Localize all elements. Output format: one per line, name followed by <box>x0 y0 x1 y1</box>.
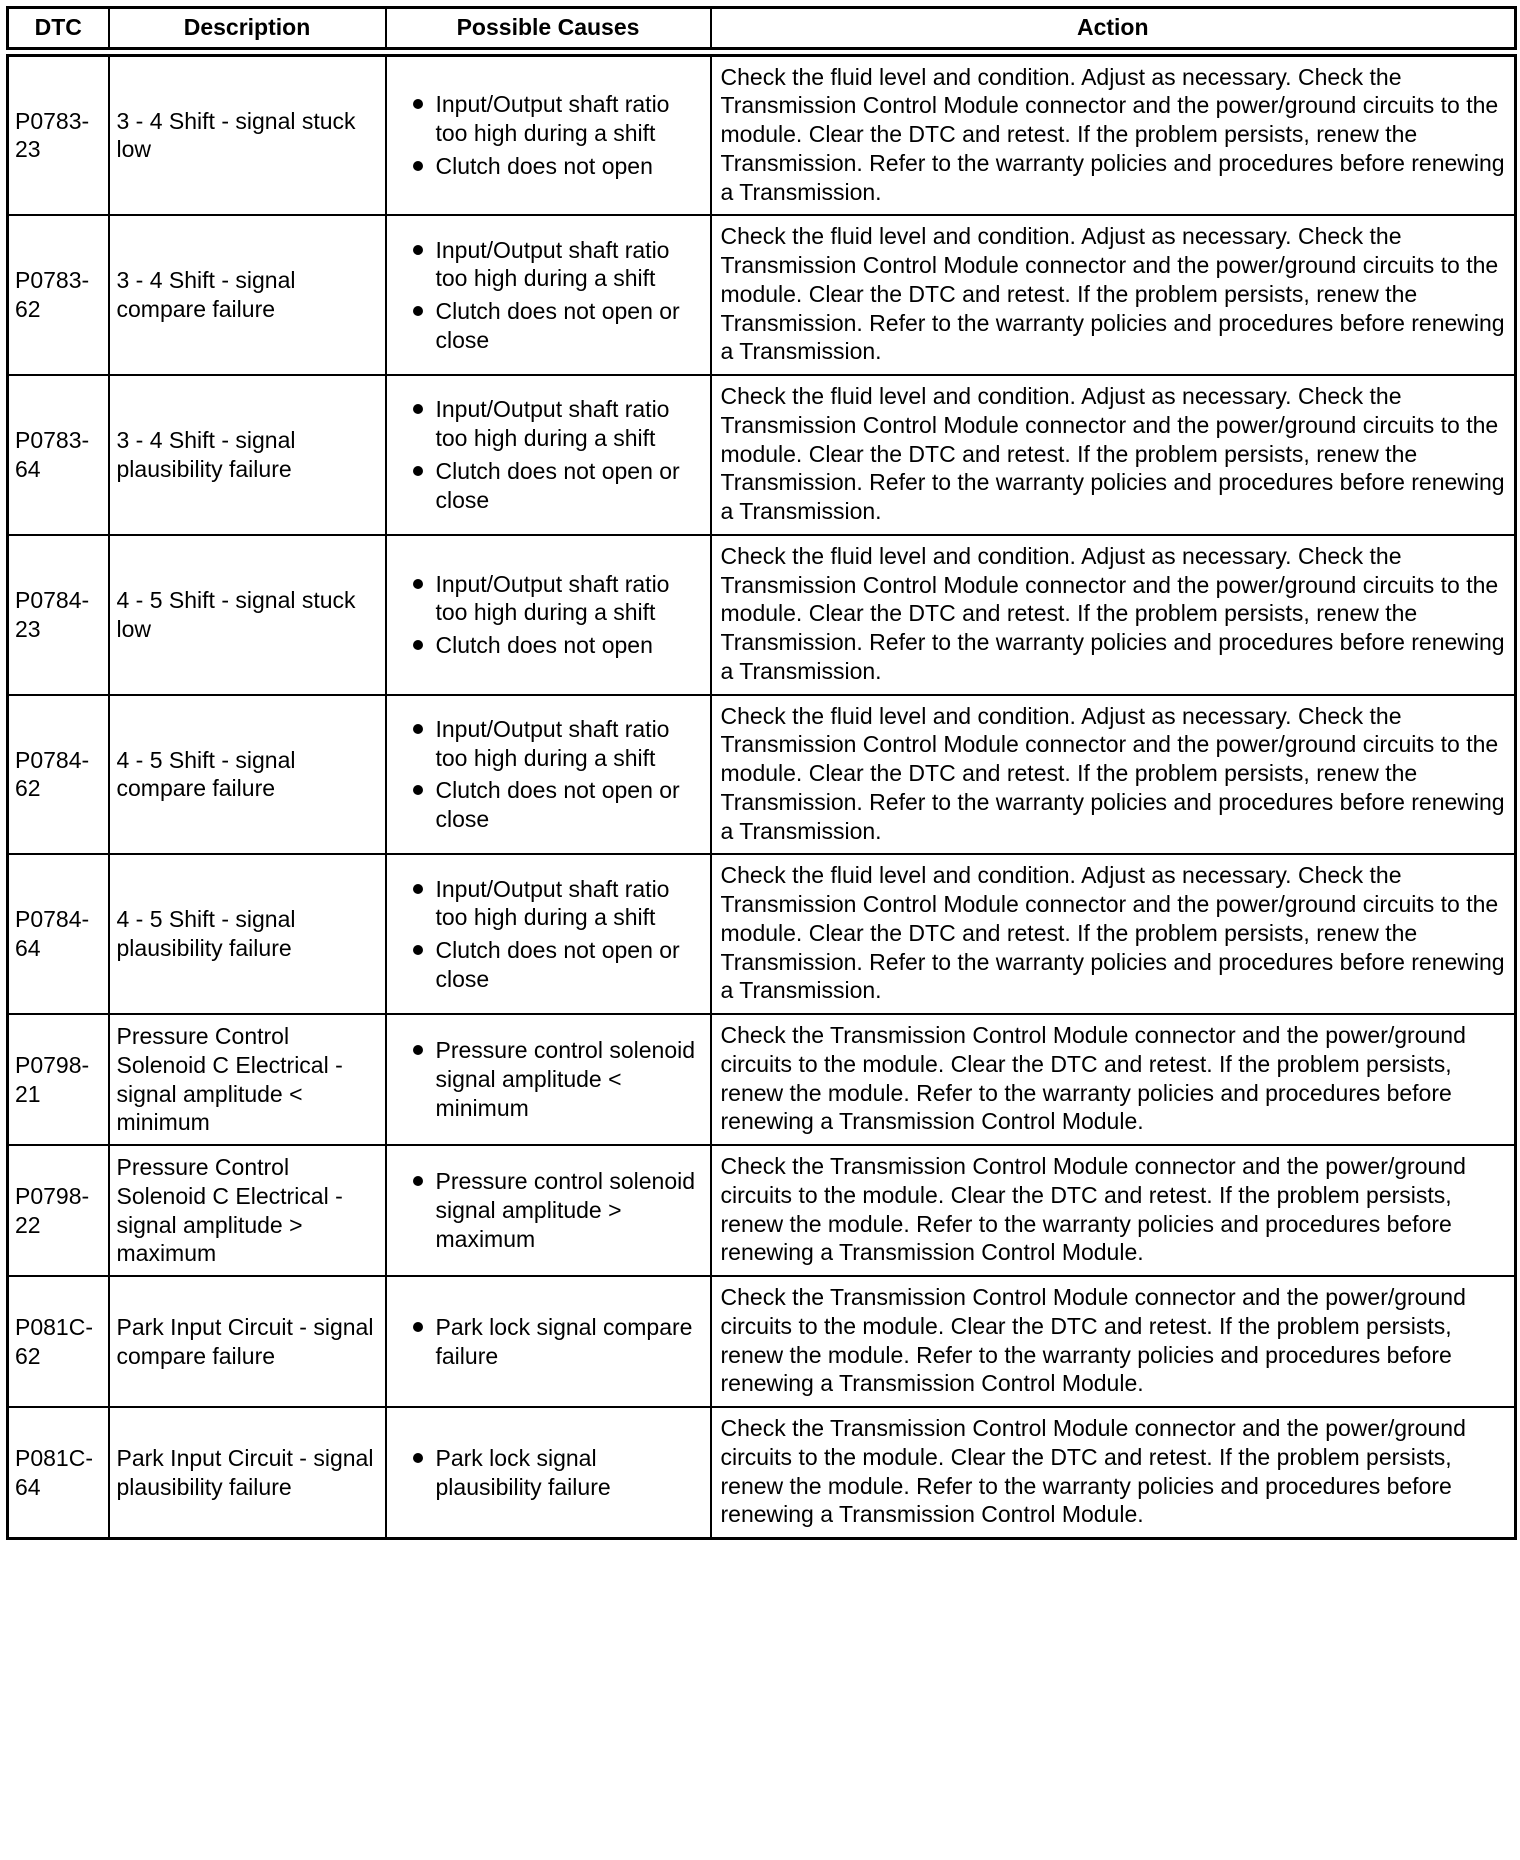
dtc-cell: P0784-64 <box>8 854 109 1014</box>
description-cell: Pressure Control Solenoid C Electrical - signal amplitude < minimum <box>109 1014 386 1145</box>
dtc-cell: P0783-64 <box>8 375 109 535</box>
action-cell: Check the fluid level and condition. Adjust as necessary. Check the Transmission Control Module connector and the power/ground circuits to the module. Clear the DTC and retest. If the problem persists, renew the Transmission. Refer to the warranty policies and procedures before renewing a Transmission. <box>711 375 1516 535</box>
cause-text: Pressure control solenoid signal amplitude < minimum <box>435 1037 696 1121</box>
cause-text: Clutch does not open or close <box>435 298 680 353</box>
cause-item <box>413 236 704 294</box>
bullet-icon <box>413 99 423 109</box>
action-cell: Check the fluid level and condition. Adjust as necessary. Check the Transmission Control Module connector and the power/ground circuits to the module. Clear the DTC and retest. If the problem persists, renew the Transmission. Refer to the warranty policies and procedures before renewing a Transmission. <box>711 535 1516 695</box>
cause-item <box>413 936 704 994</box>
cause-text: Clutch does not open or close <box>435 457 680 513</box>
bullet-icon <box>413 1045 423 1055</box>
bullet-icon <box>413 245 423 255</box>
dtc-cell: P0783-62 <box>8 215 109 375</box>
cause-text: Clutch does not open <box>435 632 653 659</box>
cause-item <box>413 776 704 834</box>
action-cell: Check the fluid level and condition. Adjust as necessary. Check the Transmission Control Module connector and the power/ground circuits to the module. Clear the DTC and retest. If the problem persists, renew the Transmission. Refer to the warranty policies and procedures before renewing a Transmission. <box>711 55 1516 215</box>
bullet-icon <box>413 884 423 894</box>
bullet-icon <box>413 579 423 589</box>
cause-text: Input/Output shaft ratio too high during a shift <box>435 875 670 931</box>
bullet-icon <box>413 1453 423 1463</box>
cause-text: Clutch does not open or close <box>435 937 680 992</box>
cause-text: Park lock signal plausibility failure <box>435 1444 611 1500</box>
bullet-icon <box>413 1176 423 1186</box>
dtc-cell: P0798-22 <box>8 1145 109 1276</box>
description-cell: Park Input Circuit - signal compare failure <box>109 1276 386 1407</box>
bullet-icon <box>413 640 423 650</box>
dtc-cell: P0784-62 <box>8 695 109 855</box>
column-header-description: Description <box>109 8 386 49</box>
cause-item <box>413 152 704 181</box>
cause-item <box>413 570 704 628</box>
cause-item <box>413 90 704 148</box>
cause-text: Input/Output shaft ratio too high during a shift <box>435 236 670 292</box>
cause-item <box>413 1444 704 1502</box>
dtc-cell: P081C-62 <box>8 1276 109 1407</box>
cause-item <box>413 395 704 453</box>
dtc-cell: P0784-23 <box>8 535 109 695</box>
cause-item <box>413 631 704 660</box>
bullet-icon <box>413 724 423 734</box>
cause-text: Park lock signal compare failure <box>435 1313 693 1369</box>
header-row <box>8 8 1516 49</box>
bullet-icon <box>413 404 423 414</box>
action-cell: Check the Transmission Control Module connector and the power/ground circuits to the module. Clear the DTC and retest. If the problem persists, renew the module. Refer to the warranty policies and procedures before renewing a Transmission Control Module. <box>711 1276 1516 1407</box>
possible-causes-cell <box>386 854 711 1014</box>
table-row <box>8 375 1516 535</box>
table-row <box>8 215 1516 375</box>
dtc-cell: P0798-21 <box>8 1014 109 1145</box>
cause-item <box>413 1036 704 1122</box>
action-cell: Check the fluid level and condition. Adjust as necessary. Check the Transmission Control Module connector and the power/ground circuits to the module. Clear the DTC and retest. If the problem persists, renew the Transmission. Refer to the warranty policies and procedures before renewing a Transmission. <box>711 215 1516 375</box>
cause-item <box>413 1167 704 1253</box>
dtc-table <box>6 54 1517 1541</box>
possible-causes-cell <box>386 695 711 855</box>
bullet-icon <box>413 306 423 316</box>
description-cell: Park Input Circuit - signal plausibility failure <box>109 1407 386 1539</box>
action-cell: Check the fluid level and condition. Adjust as necessary. Check the Transmission Control Module connector and the power/ground circuits to the module. Clear the DTC and retest. If the problem persists, renew the Transmission. Refer to the warranty policies and procedures before renewing a Transmission. <box>711 695 1516 855</box>
action-cell: Check the Transmission Control Module connector and the power/ground circuits to the module. Clear the DTC and retest. If the problem persists, renew the module. Refer to the warranty policies and procedures before renewing a Transmission Control Module. <box>711 1014 1516 1145</box>
cause-text: Input/Output shaft ratio too high during a shift <box>435 570 670 626</box>
description-cell: Pressure Control Solenoid C Electrical - signal amplitude > maximum <box>109 1145 386 1276</box>
description-cell: 3 - 4 Shift - signal stuck low <box>109 55 386 215</box>
dtc-table-header <box>6 6 1517 50</box>
description-cell: 4 - 5 Shift - signal stuck low <box>109 535 386 695</box>
possible-causes-cell <box>386 535 711 695</box>
cause-text: Input/Output shaft ratio too high during a shift <box>435 91 670 147</box>
action-cell: Check the fluid level and condition. Adjust as necessary. Check the Transmission Control Module connector and the power/ground circuits to the module. Clear the DTC and retest. If the problem persists, renew the Transmission. Refer to the warranty policies and procedures before renewing a Transmission. <box>711 854 1516 1014</box>
cause-item <box>413 875 704 933</box>
table-row <box>8 1276 1516 1407</box>
possible-causes-cell <box>386 55 711 215</box>
bullet-icon <box>413 161 423 171</box>
cause-text: Input/Output shaft ratio too high during a shift <box>435 715 670 771</box>
bullet-icon <box>413 785 423 795</box>
cause-text: Pressure control solenoid signal amplitude > maximum <box>435 1168 696 1252</box>
bullet-icon <box>413 1322 423 1332</box>
table-row <box>8 1014 1516 1145</box>
column-header-action: Action <box>711 8 1516 49</box>
dtc-cell: P081C-64 <box>8 1407 109 1539</box>
possible-causes-cell <box>386 1014 711 1145</box>
bullet-icon <box>413 945 423 955</box>
cause-text: Clutch does not open <box>435 152 653 179</box>
description-cell: 3 - 4 Shift - signal plausibility failure <box>109 375 386 535</box>
bullet-icon <box>413 466 423 476</box>
table-row <box>8 55 1516 215</box>
table-row <box>8 535 1516 695</box>
action-cell: Check the Transmission Control Module connector and the power/ground circuits to the module. Clear the DTC and retest. If the problem persists, renew the module. Refer to the warranty policies and procedures before renewing a Transmission Control Module. <box>711 1407 1516 1539</box>
possible-causes-cell <box>386 1145 711 1276</box>
dtc-cell: P0783-23 <box>8 55 109 215</box>
column-header-dtc: DTC <box>8 8 109 49</box>
cause-item <box>413 1313 704 1371</box>
cause-text: Input/Output shaft ratio too high during a shift <box>435 396 670 452</box>
possible-causes-cell <box>386 1407 711 1539</box>
cause-item <box>413 715 704 773</box>
possible-causes-cell <box>386 215 711 375</box>
description-cell: 4 - 5 Shift - signal compare failure <box>109 695 386 855</box>
table-body <box>8 55 1516 1539</box>
action-cell: Check the Transmission Control Module connector and the power/ground circuits to the module. Clear the DTC and retest. If the problem persists, renew the module. Refer to the warranty policies and procedures before renewing a Transmission Control Module. <box>711 1145 1516 1276</box>
table-row <box>8 854 1516 1014</box>
table-row <box>8 1145 1516 1276</box>
possible-causes-cell <box>386 1276 711 1407</box>
table-row <box>8 695 1516 855</box>
cause-item <box>413 457 704 515</box>
description-cell: 3 - 4 Shift - signal compare failure <box>109 215 386 375</box>
cause-item <box>413 297 704 355</box>
cause-text: Clutch does not open or close <box>435 777 680 833</box>
possible-causes-cell <box>386 375 711 535</box>
description-cell: 4 - 5 Shift - signal plausibility failure <box>109 854 386 1014</box>
column-header-possible-causes: Possible Causes <box>386 8 711 49</box>
table-row <box>8 1407 1516 1539</box>
